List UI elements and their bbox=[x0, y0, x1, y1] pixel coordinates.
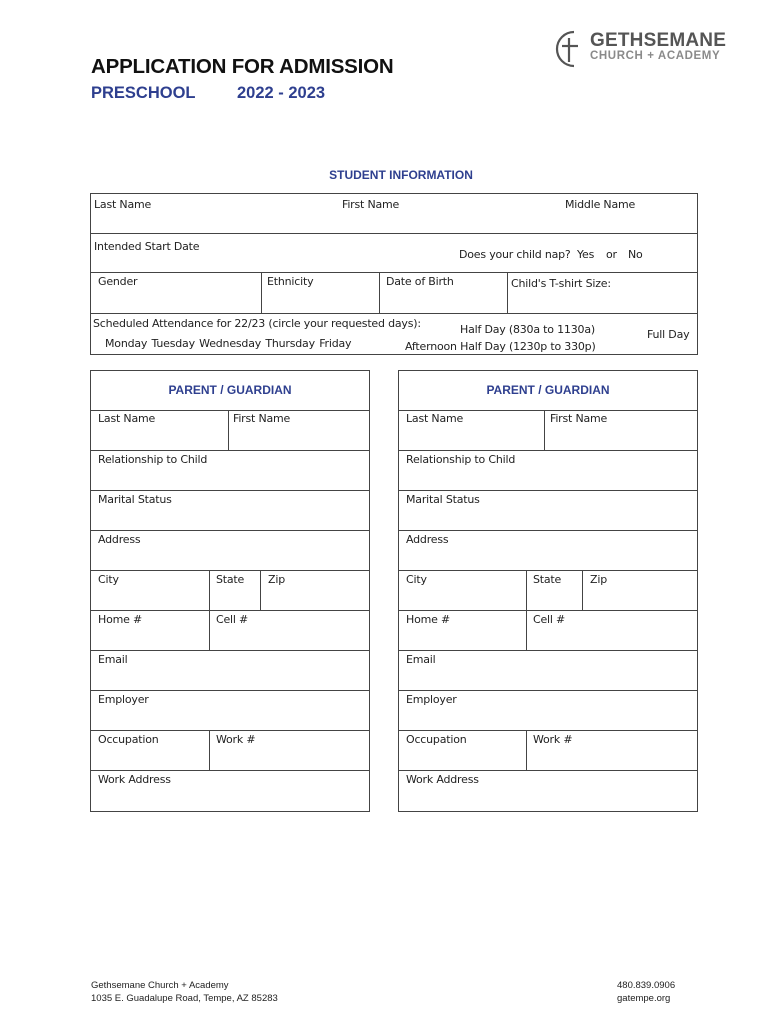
student-info-box bbox=[90, 193, 698, 355]
nap-question: Does your child nap? bbox=[459, 248, 571, 261]
parent2-email-field[interactable]: Email bbox=[406, 653, 436, 666]
parent1-relationship-field[interactable]: Relationship to Child bbox=[98, 453, 208, 466]
parent1-occupation-field[interactable]: Occupation bbox=[98, 733, 159, 746]
parent1-marital-field[interactable]: Marital Status bbox=[98, 493, 172, 506]
parent1-state-field[interactable]: State bbox=[216, 573, 245, 586]
footer-right bbox=[617, 980, 675, 1005]
parent1-city-field[interactable]: City bbox=[98, 573, 119, 586]
footer-org: Gethsemane Church + Academy bbox=[91, 980, 229, 991]
parent2-marital-field[interactable]: Marital Status bbox=[406, 493, 480, 506]
parent2-last-name-field[interactable]: Last Name bbox=[406, 412, 464, 425]
parent-left-title: PARENT / GUARDIAN bbox=[168, 383, 292, 397]
tshirt-size-field[interactable]: Child's T-shirt Size: bbox=[511, 277, 611, 290]
parent2-work-phone-field[interactable]: Work # bbox=[533, 733, 573, 746]
start-date-field[interactable]: Intended Start Date bbox=[94, 240, 200, 253]
parent1-address-field[interactable]: Address bbox=[98, 533, 141, 546]
logo-tagline: CHURCH + ACADEMY bbox=[590, 50, 721, 62]
gender-field[interactable]: Gender bbox=[98, 275, 138, 288]
student-first-name-field[interactable]: First Name bbox=[342, 198, 400, 211]
parent2-work-address-field[interactable]: Work Address bbox=[406, 773, 479, 786]
parent2-relationship-field[interactable]: Relationship to Child bbox=[406, 453, 516, 466]
parent1-home-field[interactable]: Home # bbox=[98, 613, 142, 626]
parent1-employer-field[interactable]: Employer bbox=[98, 693, 149, 706]
logo-name: GETHSEMANE bbox=[590, 30, 727, 51]
parent1-last-name-field[interactable]: Last Name bbox=[98, 412, 156, 425]
half-day-option[interactable]: Half Day (830a to 1130a) bbox=[460, 323, 595, 336]
parent1-zip-field[interactable]: Zip bbox=[268, 573, 285, 586]
footer-left bbox=[91, 980, 278, 1005]
attendance-label: Scheduled Attendance for 22/23 (circle your requested days): bbox=[93, 317, 421, 330]
footer-site[interactable]: gatempe.org bbox=[617, 992, 671, 1004]
parent2-first-name-field[interactable]: First Name bbox=[550, 412, 608, 425]
nap-no-option[interactable]: No bbox=[628, 248, 643, 261]
parent2-zip-field[interactable]: Zip bbox=[590, 573, 607, 586]
cross-circle-icon bbox=[552, 29, 588, 69]
parent2-employer-field[interactable]: Employer bbox=[406, 693, 457, 706]
student-section-title: STUDENT INFORMATION bbox=[329, 168, 473, 182]
parent1-work-phone-field[interactable]: Work # bbox=[216, 733, 256, 746]
parent1-work-address-field[interactable]: Work Address bbox=[98, 773, 171, 786]
school-year: 2022 - 2023 bbox=[237, 84, 326, 102]
footer-address: 1035 E. Guadalupe Road, Tempe, AZ 85283 bbox=[91, 992, 278, 1004]
church-logo bbox=[552, 29, 762, 69]
parent1-first-name-field[interactable]: First Name bbox=[233, 412, 291, 425]
program-label: PRESCHOOL bbox=[91, 84, 196, 102]
nap-yes-option[interactable]: Yes bbox=[577, 248, 595, 261]
parent1-email-field[interactable]: Email bbox=[98, 653, 128, 666]
student-last-name-field[interactable]: Last Name bbox=[94, 198, 152, 211]
ethnicity-field[interactable]: Ethnicity bbox=[267, 275, 314, 288]
parent2-cell-field[interactable]: Cell # bbox=[533, 613, 566, 626]
student-middle-name-field[interactable]: Middle Name bbox=[565, 198, 636, 211]
parent2-address-field[interactable]: Address bbox=[406, 533, 449, 546]
parent-right-title: PARENT / GUARDIAN bbox=[486, 383, 610, 397]
parent2-occupation-field[interactable]: Occupation bbox=[406, 733, 467, 746]
footer-phone: 480.839.0906 bbox=[617, 980, 676, 991]
afternoon-half-day-option[interactable]: Afternoon Half Day (1230p to 330p) bbox=[405, 340, 596, 353]
full-day-option[interactable]: Full Day bbox=[647, 328, 690, 341]
parent2-state-field[interactable]: State bbox=[533, 573, 562, 586]
parent2-city-field[interactable]: City bbox=[406, 573, 427, 586]
parent1-cell-field[interactable]: Cell # bbox=[216, 613, 249, 626]
nap-or-text: or bbox=[606, 248, 617, 261]
attendance-days[interactable]: Monday Tuesday Wednesday Thursday Friday bbox=[105, 337, 352, 350]
page-title: APPLICATION FOR ADMISSION bbox=[91, 55, 394, 78]
parent2-home-field[interactable]: Home # bbox=[406, 613, 450, 626]
dob-field[interactable]: Date of Birth bbox=[386, 275, 454, 288]
